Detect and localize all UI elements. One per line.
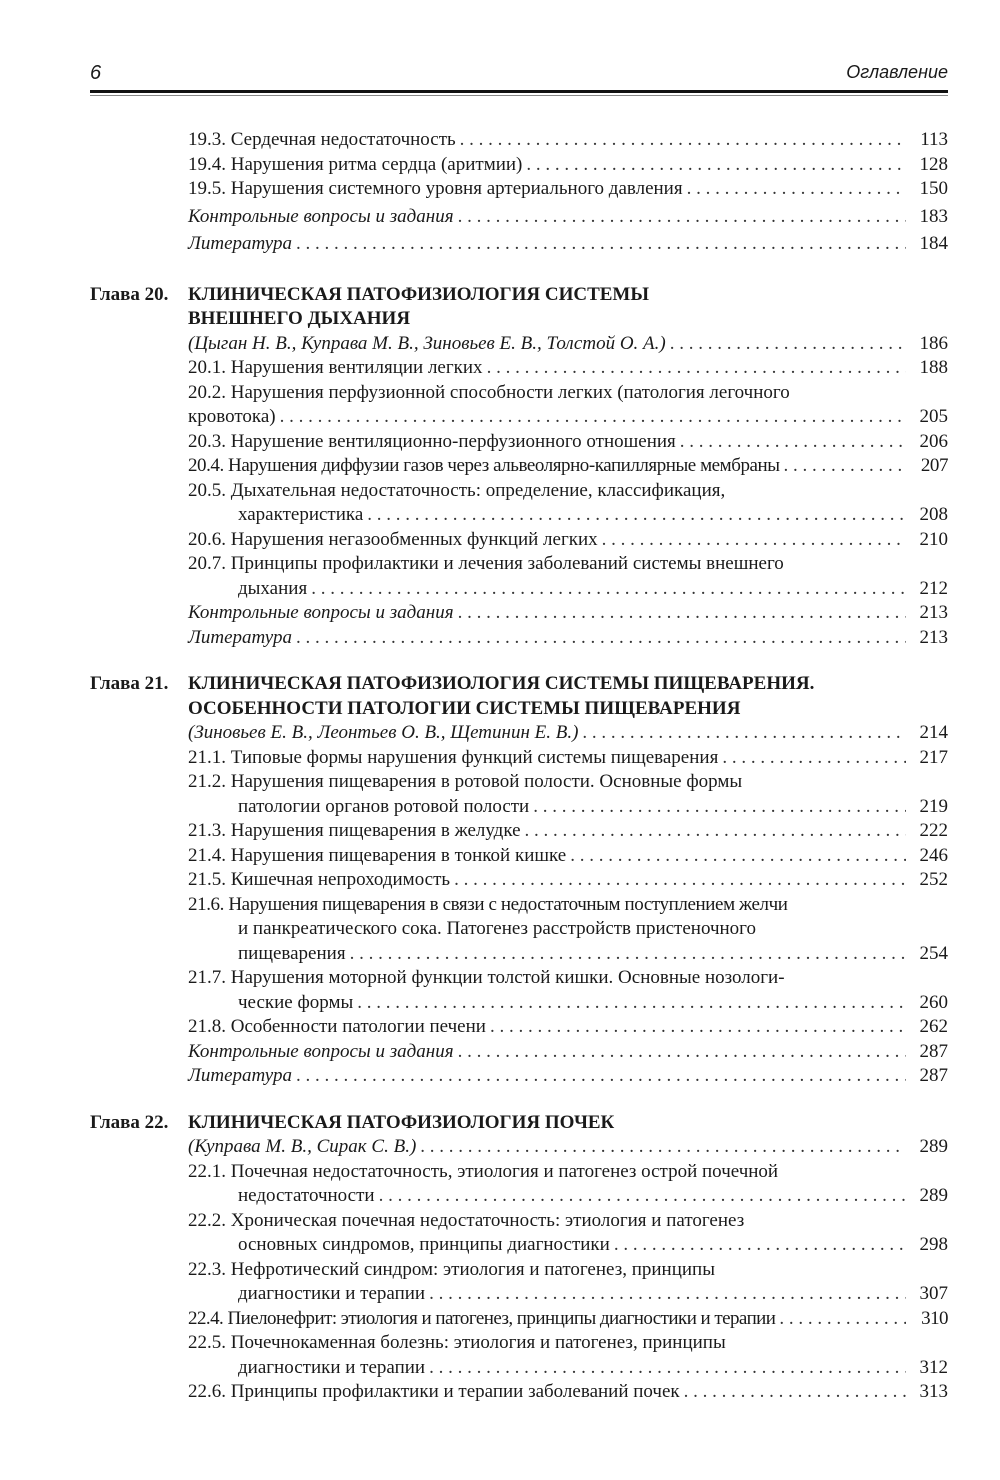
entry-page: 213 [919, 602, 948, 623]
chapter-title-line: КЛИНИЧЕСКАЯ ПАТОФИЗИОЛОГИЯ СИСТЕМЫ ПИЩЕВАРЕНИЯ. [188, 673, 815, 694]
entry-page: 183 [919, 205, 948, 227]
chapter-authors[interactable]: (Куправа М. В., Сирак С. В.) . . . 289 [90, 1135, 948, 1160]
toc-entry[interactable]: 21.3. Нарушения пищеварения в желудке . . . 222 [90, 819, 948, 844]
toc-entry[interactable]: 20.7. Принципы профилактики и лечения заболеваний системы внешнего [90, 552, 948, 577]
entry-page: 214 [919, 722, 948, 743]
toc-entry[interactable] [90, 153, 948, 178]
entry-page: 184 [919, 233, 948, 254]
toc-entry-continued[interactable]: ческие формы . . . 260 [90, 991, 948, 1016]
dot-leader [722, 746, 906, 771]
page-number: 6 [90, 62, 102, 84]
chapter-title-continued: ВНЕШНЕГО ДЫХАНИЯ [90, 307, 948, 332]
dot-leader [602, 528, 906, 553]
chapter-heading[interactable] [90, 1111, 948, 1136]
entry-page: 128 [919, 153, 948, 175]
entry-page: 260 [919, 991, 948, 1013]
dot-leader [280, 405, 906, 430]
toc-entry[interactable]: 22.6. Принципы профилактики и терапии заболеваний почек . . . 313 [90, 1380, 948, 1405]
entry-page: 205 [919, 406, 948, 427]
dot-leader [420, 1135, 906, 1160]
chapter-label: Глава 21. [90, 673, 169, 694]
dot-leader [311, 577, 906, 602]
dot-leader [490, 1015, 906, 1040]
dot-leader [296, 232, 906, 257]
toc-entry-questions[interactable]: Контрольные вопросы и задания . . . 213 [90, 601, 948, 626]
dot-leader [458, 205, 906, 230]
toc-entry[interactable]: 22.3. Нефротический синдром: этиология и патогенез, принципы [90, 1258, 948, 1283]
entry-page: 212 [919, 577, 948, 599]
toc-entry-questions[interactable]: Контрольные вопросы и задания . . . 287 [90, 1040, 948, 1065]
entry-page: 313 [919, 1381, 948, 1402]
entry-page: 289 [919, 1136, 948, 1157]
dot-leader [454, 868, 906, 893]
chapter-authors[interactable]: (Зиновьев Е. В., Леонтьев О. В., Щетинин Е. В.) . . . 214 [90, 721, 948, 746]
entry-page: 206 [919, 430, 948, 452]
toc-entry-continued[interactable]: пищеварения . . . 254 [90, 942, 948, 967]
entry-title: Литература [188, 232, 296, 257]
entry-page: 307 [919, 1283, 948, 1304]
toc-entry[interactable]: 20.4. Нарушения диффузии газов через альвеолярно-капиллярные мембраны . . . 207 [90, 454, 948, 479]
dot-leader [296, 1064, 906, 1089]
dot-leader [779, 1307, 906, 1332]
toc-entry[interactable]: 20.2. Нарушения перфузионной способности легких (патология легочного [90, 381, 948, 406]
toc-entry[interactable]: 20.6. Нарушения негазообменных функций легких . . . 210 [90, 528, 948, 553]
entry-page: 219 [919, 795, 948, 817]
dot-leader [670, 332, 906, 357]
header-rule-thick [90, 90, 948, 93]
toc-entry-continued[interactable]: недостаточности . . . 289 [90, 1184, 948, 1209]
toc-entry-continued[interactable]: патологии органов ротовой полости . . . 219 [90, 795, 948, 820]
entry-page: 150 [919, 178, 948, 199]
entry-page: 208 [919, 504, 948, 525]
chapter-label: Глава 22. [90, 1111, 169, 1133]
chapter-heading[interactable] [90, 672, 948, 697]
toc-entry-continued[interactable]: дыхания . . . 212 [90, 577, 948, 602]
entry-title: 19.5. Нарушения системного уровня артериального давления [188, 177, 687, 202]
entry-page: 213 [919, 626, 948, 648]
entry-page: 262 [919, 1016, 948, 1037]
dot-leader [379, 1184, 906, 1209]
toc-entry-continued[interactable]: кровотока) . . . 205 [90, 405, 948, 430]
entry-page: 287 [919, 1040, 948, 1062]
entry-page: 246 [919, 844, 948, 866]
dot-leader [582, 721, 906, 746]
toc-entry-literature[interactable] [90, 232, 948, 257]
dot-leader [460, 128, 906, 153]
dot-leader [296, 626, 906, 651]
dot-leader [526, 153, 906, 178]
entry-title: Контрольные вопросы и задания [188, 205, 458, 230]
dot-leader [525, 819, 906, 844]
toc-entry-continued[interactable]: диагностики и терапии . . . 312 [90, 1356, 948, 1381]
prelude-block [90, 128, 948, 257]
table-of-contents [90, 128, 948, 1405]
dot-leader [680, 430, 906, 455]
dot-leader [458, 601, 906, 626]
dot-leader [429, 1356, 906, 1381]
chapter-title-continued: ОСОБЕННОСТИ ПАТОЛОГИИ СИСТЕМЫ ПИЩЕВАРЕНИЯ [90, 697, 948, 722]
chapter-22 [90, 1111, 948, 1405]
chapter-authors[interactable] [90, 332, 948, 357]
toc-entry[interactable]: 21.5. Кишечная непроходимость . . . 252 [90, 868, 948, 893]
toc-entry-questions[interactable] [90, 205, 948, 230]
toc-entry[interactable]: 22.5. Почечнокаменная болезнь: этиология и патогенез, принципы [90, 1331, 948, 1356]
toc-entry-literature[interactable]: Литература . . . 287 [90, 1064, 948, 1089]
dot-leader [350, 942, 906, 967]
toc-entry[interactable]: 22.1. Почечная недостаточность, этиология и патогенез острой почечной [90, 1160, 948, 1185]
chapter-label: Глава 20. [90, 283, 169, 305]
toc-entry[interactable]: 22.2. Хроническая почечная недостаточность: этиология и патогенез [90, 1209, 948, 1234]
chapter-21 [90, 672, 948, 1089]
toc-entry[interactable]: 20.5. Дыхательная недостаточность: определение, классификация, [90, 479, 948, 504]
dot-leader [570, 844, 906, 869]
entry-page: 298 [919, 1234, 948, 1255]
toc-entry[interactable]: 21.1. Типовые формы нарушения функций системы пищеварения . . . 217 [90, 746, 948, 771]
dot-leader [784, 454, 906, 479]
chapter-heading[interactable] [90, 283, 948, 308]
dot-leader [458, 1040, 906, 1065]
toc-entry-continued[interactable]: диагностики и терапии . . . 307 [90, 1282, 948, 1307]
toc-entry-continued[interactable]: основных синдромов, принципы диагностики . . . 298 [90, 1233, 948, 1258]
dot-leader [367, 503, 906, 528]
toc-entry[interactable]: 22.4. Пиелонефрит: этиология и патогенез, принципы диагностики и терапии . . . 310 [90, 1307, 948, 1332]
entry-page: 222 [919, 820, 948, 841]
dot-leader [357, 991, 906, 1016]
dot-leader [487, 356, 906, 381]
entry-page: 186 [919, 332, 948, 354]
toc-entry-continued[interactable]: и панкреатического сока. Патогенез расстройств пристеночного [90, 917, 948, 942]
entry-page: 312 [919, 1356, 948, 1378]
chapter-title-line: КЛИНИЧЕСКАЯ ПАТОФИЗИОЛОГИЯ СИСТЕМЫ [188, 283, 650, 305]
dot-leader [533, 795, 906, 820]
entry-page: 252 [919, 869, 948, 890]
entry-page: 207 [920, 455, 948, 476]
entry-title: 19.3. Сердечная недостаточность [188, 128, 460, 153]
dot-leader [684, 1380, 906, 1405]
chapter-20 [90, 283, 948, 651]
entry-title: 19.4. Нарушения ритма сердца (аритмии) [188, 153, 526, 178]
entry-title: (Цыган Н. В., Куправа М. В., Зиновьев Е. В., Толстой О. А.) [188, 332, 670, 357]
entry-page: 254 [919, 942, 948, 964]
chapter-title-line: КЛИНИЧЕСКАЯ ПАТОФИЗИОЛОГИЯ ПОЧЕК [188, 1111, 615, 1133]
entry-page: 113 [920, 129, 948, 150]
toc-entry-continued[interactable]: характеристика . . . 208 [90, 503, 948, 528]
toc-entry[interactable]: 21.2. Нарушения пищеварения в ротовой полости. Основные формы [90, 770, 948, 795]
dot-leader [614, 1233, 906, 1258]
toc-entry[interactable]: 21.8. Особенности патологии печени . . . 262 [90, 1015, 948, 1040]
entry-page: 188 [919, 357, 948, 378]
entry-page: 289 [919, 1185, 948, 1206]
toc-entry[interactable]: 20.3. Нарушение вентиляционно-перфузионного отношения . . . 206 [90, 430, 948, 455]
entry-page: 287 [919, 1065, 948, 1086]
entry-page: 217 [919, 746, 948, 768]
toc-entry[interactable]: 20.1. Нарушения вентиляции легких . . . 188 [90, 356, 948, 381]
entry-page: 210 [919, 528, 948, 550]
dot-leader [687, 177, 906, 202]
toc-entry[interactable] [90, 128, 948, 153]
toc-entry[interactable]: 21.6. Нарушения пищеварения в связи с недостаточным поступлением желчи [90, 893, 948, 918]
toc-entry[interactable]: 21.4. Нарушения пищеварения в тонкой кишке . . . 246 [90, 844, 948, 869]
dot-leader [429, 1282, 906, 1307]
header-rule-thin [90, 95, 948, 96]
toc-entry-literature[interactable]: Литература . . . 213 [90, 626, 948, 651]
running-title: Оглавление [846, 62, 948, 82]
entry-page: 310 [921, 1307, 948, 1329]
toc-entry[interactable]: 21.7. Нарушения моторной функции толстой кишки. Основные нозологи- [90, 966, 948, 991]
toc-entry[interactable] [90, 177, 948, 202]
